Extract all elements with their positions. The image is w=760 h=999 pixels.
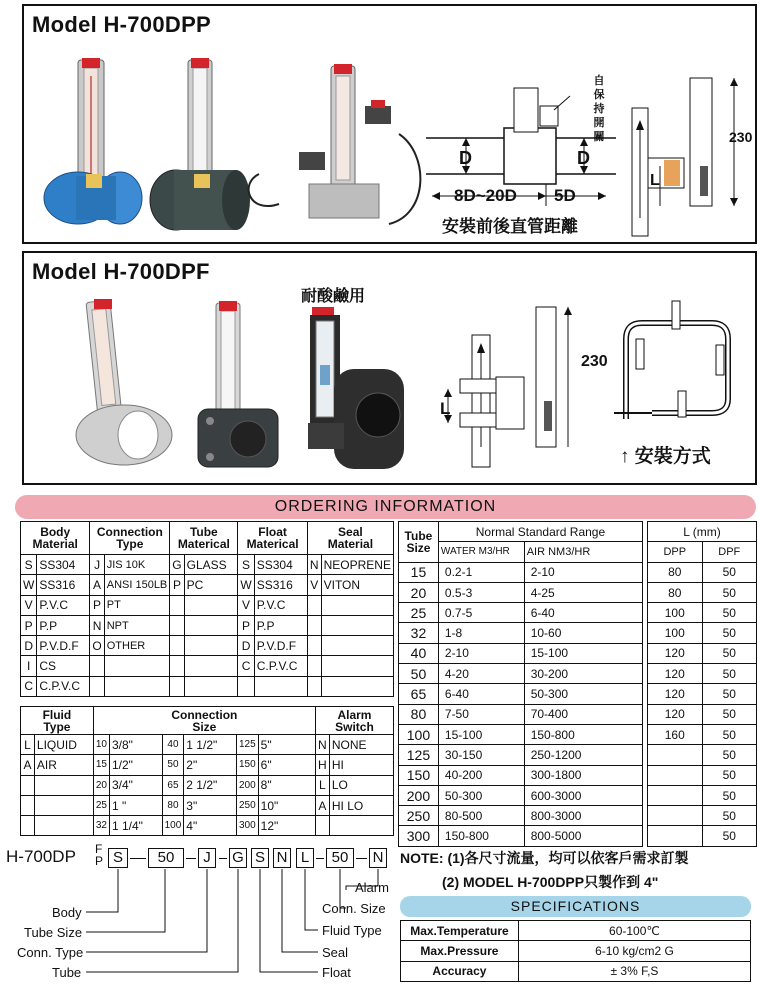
annot-dist-right: 5D [554, 186, 576, 205]
table-cell: 50 [702, 623, 757, 643]
table-cell: 25 [399, 603, 439, 623]
part-number-box: N [273, 848, 291, 868]
table-cell [648, 765, 703, 785]
range-table-row [399, 806, 643, 826]
header-alarm-switch: Alarm Switch [315, 707, 393, 735]
table-cell: C [21, 676, 37, 696]
header-dpf: DPF [702, 542, 757, 562]
table-cell [648, 745, 703, 765]
table-cell: 200 [236, 775, 258, 795]
table-cell: P [90, 595, 104, 615]
table-cell: JIS 10K [104, 555, 170, 575]
legend-conn-size: Conn. Size [322, 901, 386, 916]
table-cell: 100 [399, 724, 439, 744]
table-cell: CS [37, 656, 90, 676]
table-cell: P.V.D.F [254, 636, 307, 656]
table-cell: NEOPRENE [321, 555, 393, 575]
table-cell: C [238, 656, 254, 676]
table-cell: 50 [702, 643, 757, 663]
part-number-prefix: H-700DP [6, 847, 76, 866]
table-cell: HI LO [329, 795, 393, 815]
table-cell [648, 785, 703, 805]
acid-caption: 耐酸鹼用 [301, 288, 366, 305]
table-cell: 3/4" [109, 775, 162, 795]
table-cell: 2" [184, 755, 237, 775]
table-cell: GLASS [184, 555, 238, 575]
ordering-info-bar: ORDERING INFORMATION [15, 495, 756, 519]
table-cell: NONE [329, 735, 393, 755]
dim-L-dpf: L [440, 399, 451, 418]
header-connection-type: Connection Type [90, 522, 170, 555]
table-cell: 2-10 [524, 562, 642, 582]
table-cell: P [21, 615, 37, 635]
table-cell: 0.7-5 [438, 603, 524, 623]
length-table-row [648, 684, 757, 704]
table-cell: 0.5-3 [438, 582, 524, 602]
length-table-row [648, 785, 757, 805]
table-cell: P.P [37, 615, 90, 635]
table-cell: 300 [399, 826, 439, 846]
range-table-row [399, 785, 643, 805]
table-cell: 70-400 [524, 704, 642, 724]
table-cell: C.P.V.C [254, 656, 307, 676]
table-cell: 125 [399, 745, 439, 765]
table-cell: 120 [648, 664, 703, 684]
table-cell: 30-150 [438, 745, 524, 765]
header-dpp: DPP [648, 542, 703, 562]
legend-seal: Seal [322, 945, 349, 960]
header-connection-size: Connection Size [93, 707, 315, 735]
table-cell: N [307, 555, 321, 575]
table-cell: 10 [93, 735, 109, 755]
part-number-suffix-stack: F P [95, 842, 104, 868]
length-table-row [648, 582, 757, 602]
part-number-box: G [229, 848, 247, 868]
annot-d-left: D [459, 148, 472, 168]
table-cell: 100 [648, 623, 703, 643]
length-table-row [648, 562, 757, 582]
length-table-row [648, 623, 757, 643]
table-cell: 80 [162, 795, 184, 815]
dim-L-dpp: L [650, 172, 660, 189]
table-cell: P.V.D.F [37, 636, 90, 656]
length-table-row [648, 765, 757, 785]
table-cell: 150-800 [438, 826, 524, 846]
table-cell: 50 [702, 785, 757, 805]
table-cell: 1-8 [438, 623, 524, 643]
table-cell: J [90, 555, 104, 575]
table-cell: V [21, 595, 37, 615]
table-cell: L [315, 775, 329, 795]
table-cell: LO [329, 775, 393, 795]
table-cell: C.P.V.C [37, 676, 90, 696]
install-caption [620, 441, 711, 468]
header-fluid-type: Fluid Type [21, 707, 94, 735]
table-cell: 20 [93, 775, 109, 795]
table-cell: D [238, 636, 254, 656]
model-title-dpp: Model H-700DPP [32, 12, 212, 37]
length-table-row [648, 704, 757, 724]
range-table-row [399, 745, 643, 765]
table-cell: SS304 [254, 555, 307, 575]
table-cell: 150 [236, 755, 258, 775]
table-cell: 50 [702, 562, 757, 582]
part-number-box: N [369, 848, 387, 868]
table-cell: VITON [321, 575, 393, 595]
range-table-row [399, 724, 643, 744]
table-cell: N [90, 615, 104, 635]
table-cell: HI [329, 755, 393, 775]
table-cell: 600-3000 [524, 785, 642, 805]
header-float-material: Float Materical [238, 522, 307, 555]
table-cell: 32 [399, 623, 439, 643]
table-cell: 10-60 [524, 623, 642, 643]
table-cell: 50 [702, 724, 757, 744]
header-water: WATER M3/HR [438, 542, 524, 562]
table-cell: 80 [648, 562, 703, 582]
table-cell: 65 [162, 775, 184, 795]
range-table-row [399, 623, 643, 643]
part-number-box: S [108, 848, 128, 868]
table-cell: 3/8" [109, 735, 162, 755]
up-arrow-icon: ↑ [620, 446, 630, 467]
table-cell: 4-20 [438, 664, 524, 684]
annot-dist-left: 8D~20D [454, 186, 517, 205]
table-cell: 150-800 [524, 724, 642, 744]
table-cell: O [90, 636, 104, 656]
table-cell: PT [104, 595, 170, 615]
note-line-2: (2) MODEL H-700DPP只製作到 4" [442, 874, 659, 890]
length-table [647, 521, 757, 847]
table-cell: I [21, 656, 37, 676]
table-cell: P.P [254, 615, 307, 635]
range-table-row [399, 603, 643, 623]
dim-230-dpp: 230 [729, 129, 753, 145]
table-cell: 800-3000 [524, 806, 642, 826]
table-cell: 20 [399, 582, 439, 602]
table-cell: P.V.C [37, 595, 90, 615]
part-number-box: S [251, 848, 269, 868]
table-cell: V [238, 595, 254, 615]
table-cell: 6" [258, 755, 315, 775]
table-cell: SS316 [254, 575, 307, 595]
table-cell: 250-1200 [524, 745, 642, 765]
spec-row-accuracy [401, 961, 751, 981]
table-cell: 15-100 [524, 643, 642, 663]
table-cell: P.V.C [254, 595, 307, 615]
table-cell: 15 [93, 755, 109, 775]
table-cell: 65 [399, 684, 439, 704]
spec-row-pressure [401, 941, 751, 961]
legend-tube: Tube [52, 965, 82, 980]
table-cell: NPT [104, 615, 170, 635]
table-cell: LIQUID [34, 735, 93, 755]
table-cell: 120 [648, 684, 703, 704]
range-table-row [399, 704, 643, 724]
flow-range-table [398, 521, 643, 847]
table-cell: 80-500 [438, 806, 524, 826]
table-cell: V [307, 575, 321, 595]
table-cell: 40 [399, 643, 439, 663]
header-air: AIR NM3/HR [524, 542, 642, 562]
table-cell: S [21, 555, 37, 575]
spec-value: 6-10 kg/cm2 G [518, 941, 750, 961]
table-cell: 50 [399, 664, 439, 684]
table-cell: 800-5000 [524, 826, 642, 846]
length-table-row [648, 745, 757, 765]
table-cell: 40 [162, 735, 184, 755]
spec-label: Max.Pressure [401, 941, 519, 961]
table-cell: 100 [162, 816, 184, 836]
table-cell: P [238, 615, 254, 635]
table-cell: 2-10 [438, 643, 524, 663]
length-table-row [648, 806, 757, 826]
table-cell: 4" [184, 816, 237, 836]
table-cell: 1 " [109, 795, 162, 815]
table-cell: 50 [702, 765, 757, 785]
table-cell: 10" [258, 795, 315, 815]
table-cell: P [170, 575, 184, 595]
table-cell: 50 [702, 704, 757, 724]
table-cell: 100 [648, 603, 703, 623]
header-normal-range: Normal Standard Range [438, 522, 642, 542]
table-cell: 25 [93, 795, 109, 815]
table-cell: S [238, 555, 254, 575]
table-cell: 120 [648, 704, 703, 724]
range-table-row [399, 765, 643, 785]
header-tube-material: Tube Materical [170, 522, 238, 555]
table-cell: 200 [399, 785, 439, 805]
table-cell: D [21, 636, 37, 656]
spec-value: 60-100℃ [518, 921, 750, 941]
table-cell: SS316 [37, 575, 90, 595]
header-L-mm: L (mm) [648, 522, 757, 542]
annot-d-right: D [577, 148, 590, 168]
table-cell: 120 [648, 643, 703, 663]
spec-value: ± 3% F,S [518, 961, 750, 981]
legend-fluid-type: Fluid Type [322, 923, 382, 938]
part-number-box: L [296, 848, 314, 868]
table-cell: 50-300 [438, 785, 524, 805]
note-line-1: NOTE: (1)各尺寸流量，均可以依客戶需求訂製 [400, 850, 689, 866]
table-cell: SS304 [37, 555, 90, 575]
length-table-row [648, 724, 757, 744]
table-cell: 7-50 [438, 704, 524, 724]
table-cell: A [21, 755, 35, 775]
table-cell: L [21, 735, 35, 755]
table-cell: 50 [702, 806, 757, 826]
range-table-row [399, 562, 643, 582]
vertical-install-diagram-dpp [624, 68, 754, 240]
table-cell: H [315, 755, 329, 775]
range-table-row [399, 643, 643, 663]
table-cell [648, 826, 703, 846]
table-cell: 50 [702, 664, 757, 684]
legend-body: Body [52, 905, 82, 920]
legend-tube-size: Tube Size [24, 925, 83, 940]
specifications-bar: SPECIFICATIONS [400, 896, 751, 917]
spec-row-temperature [401, 921, 751, 941]
legend-alarm: Alarm [355, 880, 389, 895]
table-cell: 160 [648, 724, 703, 744]
table-cell: 0.2-1 [438, 562, 524, 582]
header-tube-size: Tube Size [399, 522, 439, 563]
dim-230-dpf: 230 [581, 353, 608, 370]
table-cell: 30-200 [524, 664, 642, 684]
table-cell: 2 1/2" [184, 775, 237, 795]
annot-self-holding: 自 保 持 開 關 [593, 75, 605, 143]
table-cell: PC [184, 575, 238, 595]
table-cell [648, 806, 703, 826]
length-table-row [648, 826, 757, 846]
model-title-dpf: Model H-700DPF [32, 259, 210, 284]
table-cell: W [21, 575, 37, 595]
diagram-caption-distance: 安裝前後直管距離 [442, 217, 578, 236]
table-cell: 1/2" [109, 755, 162, 775]
table-cell: 50-300 [524, 684, 642, 704]
table-cell: 50 [702, 603, 757, 623]
header-body-material: Body Material [21, 522, 90, 555]
table-cell: N [315, 735, 329, 755]
table-cell: 3" [184, 795, 237, 815]
table-cell: A [315, 795, 329, 815]
table-cell: ANSI 150LB [104, 575, 170, 595]
length-table-row [648, 603, 757, 623]
legend-float: Float [322, 965, 351, 980]
length-table-row [648, 664, 757, 684]
installation-loop-diagram [612, 299, 747, 439]
table-cell: 50 [702, 582, 757, 602]
table-cell: 300 [236, 816, 258, 836]
table-cell: 5" [258, 735, 315, 755]
table-cell: 1 1/4" [109, 816, 162, 836]
table-cell: OTHER [104, 636, 170, 656]
spec-label: Max.Temperature [401, 921, 519, 941]
table-cell: 50 [702, 826, 757, 846]
table-cell: 125 [236, 735, 258, 755]
table-cell: 250 [236, 795, 258, 815]
header-seal-material: Seal Material [307, 522, 393, 555]
part-number-box: 50 [326, 848, 354, 868]
table-cell: 80 [648, 582, 703, 602]
table-cell: 15 [399, 562, 439, 582]
spec-label: Accuracy [401, 961, 519, 981]
install-caption-text: 安裝方式 [634, 446, 711, 467]
table-cell: 50 [162, 755, 184, 775]
part-number-box: 50 [148, 848, 184, 868]
table-cell: AIR [34, 755, 93, 775]
table-cell: 50 [702, 745, 757, 765]
specifications-table [400, 920, 751, 982]
table-cell: 32 [93, 816, 109, 836]
length-table-row [648, 643, 757, 663]
part-number-box: J [198, 848, 216, 868]
table-cell: 12" [258, 816, 315, 836]
table-cell: 40-200 [438, 765, 524, 785]
table-cell: G [170, 555, 184, 575]
vertical-install-diagram-dpf [436, 301, 576, 473]
table-cell: 1 1/2" [184, 735, 237, 755]
table-cell: 250 [399, 806, 439, 826]
table-cell: 6-40 [438, 684, 524, 704]
table-cell: 150 [399, 765, 439, 785]
range-table-row [399, 582, 643, 602]
table-cell: 8" [258, 775, 315, 795]
table-cell: A [90, 575, 104, 595]
range-table-row [399, 664, 643, 684]
table-cell: 300-1800 [524, 765, 642, 785]
table-cell: 50 [702, 684, 757, 704]
table-cell: 80 [399, 704, 439, 724]
range-table-row [399, 684, 643, 704]
table-cell: 6-40 [524, 603, 642, 623]
table-cell: W [238, 575, 254, 595]
table-cell: 4-25 [524, 582, 642, 602]
range-table-row [399, 826, 643, 846]
legend-conn-type: Conn. Type [17, 945, 84, 960]
table-cell: 15-100 [438, 724, 524, 744]
